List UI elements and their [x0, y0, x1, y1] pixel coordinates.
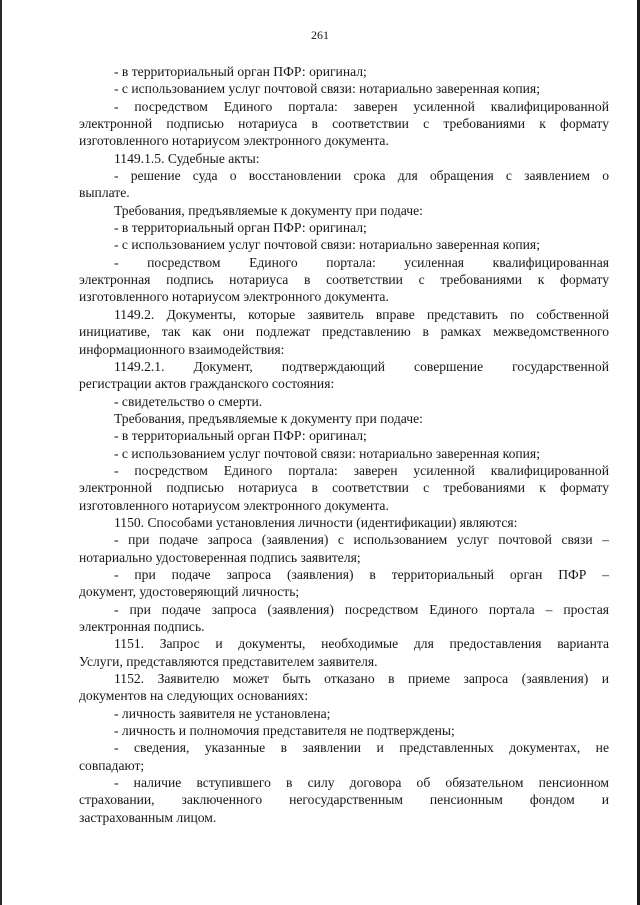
text-line: - с использованием услуг почтовой связи: нотариально заверенная копия; [114, 237, 540, 253]
text-line: документ, удостоверяющий личность; [79, 584, 300, 600]
text-line: изготовленного нотариусом электронного документа. [79, 497, 389, 513]
text-line: документов на следующих основаниях: [79, 688, 309, 704]
text-line: информационного взаимодействия: [79, 341, 285, 357]
text-line: - решение суда о восстановлении срока для обращения с заявлением о [114, 168, 609, 184]
text-line: выплате. [79, 185, 130, 201]
text-line: 1151. Запрос и документы, необходимые для предоставления варианта [114, 636, 609, 652]
text-line: - посредством Единого портала: заверен усиленной квалифицированной [114, 462, 609, 478]
text-line: Требования, предъявляемые к документу при подаче: [114, 202, 423, 218]
text-line: - сведения, указанные в заявлении и представленных документах, не [114, 740, 609, 756]
text-line: - посредством Единого портала: усиленная квалифицированная [114, 254, 609, 270]
text-line: изготовленного нотариусом электронного документа. [79, 289, 389, 305]
text-line: 1152. Заявителю может быть отказано в приеме запроса (заявления) и [114, 671, 609, 687]
text-line: - личность и полномочия представителя не подтверждены; [114, 723, 455, 739]
scan-edge-left [0, 0, 2, 905]
text-line: электронной подписью нотариуса в соответствии с требованиями к формату [79, 480, 609, 496]
text-line: - в территориальный орган ПФР: оригинал; [114, 64, 367, 79]
text-line: - наличие вступившего в силу договора об обязательном пенсионном [114, 775, 609, 791]
text-line: застрахованным лицом. [79, 809, 217, 825]
text-line: совпадают; [79, 757, 145, 773]
text-line: - при подаче запроса (заявления) посредством Единого портала – простая [114, 601, 609, 617]
text-line: Требования, предъявляемые к документу при подаче: [114, 410, 423, 426]
text-line: - с использованием услуг почтовой связи: нотариально заверенная копия; [114, 445, 540, 461]
text-line: страховании, заключенного негосударственным пенсионным фондом и [79, 792, 609, 808]
text-line: инициативе, так как они подлежат представлению в рамках межведомственного [79, 324, 609, 340]
text-line: - посредством Единого портала: заверен усиленной квалифицированной [114, 98, 609, 114]
text-line: - свидетельство о смерти. [114, 393, 263, 409]
page-number: 261 [311, 28, 329, 42]
text-line: изготовленного нотариусом электронного документа. [79, 133, 389, 149]
text-line: 1150. Способами установления личности (идентификации) являются: [114, 514, 518, 530]
text-line: - с использованием услуг почтовой связи: нотариально заверенная копия; [114, 81, 540, 97]
text-line: нотариально удостоверенная подпись заявителя; [79, 549, 361, 565]
text-line: электронная подпись. [79, 619, 205, 634]
document-body [79, 63, 609, 826]
text-line: регистрации актов гражданского состояния: [79, 376, 335, 392]
text-line: - при подаче запроса (заявления) в территориальный орган ПФР – [114, 566, 609, 582]
text-line: Услуги, представляются представителем заявителя. [79, 653, 378, 669]
text-line: 1149.2.1. Документ, подтверждающий совершение государственной [114, 358, 609, 374]
text-line: 1149.2. Документы, которые заявитель вправе представить по собственной [114, 306, 609, 322]
text-line: 1149.1.5. Судебные акты: [114, 150, 260, 166]
text-line: - при подаче запроса (заявления) с использованием услуг почтовой связи – [114, 532, 609, 548]
text-line: - в территориальный орган ПФР: оригинал; [114, 220, 367, 236]
text-line: электронной подписью нотариуса в соответствии с требованиями к формату [79, 116, 609, 132]
text-line: электронная подпись нотариуса в соответствии с требованиями к формату [79, 272, 609, 288]
text-line: - личность заявителя не установлена; [114, 705, 331, 721]
text-line: - в территориальный орган ПФР: оригинал; [114, 428, 367, 444]
